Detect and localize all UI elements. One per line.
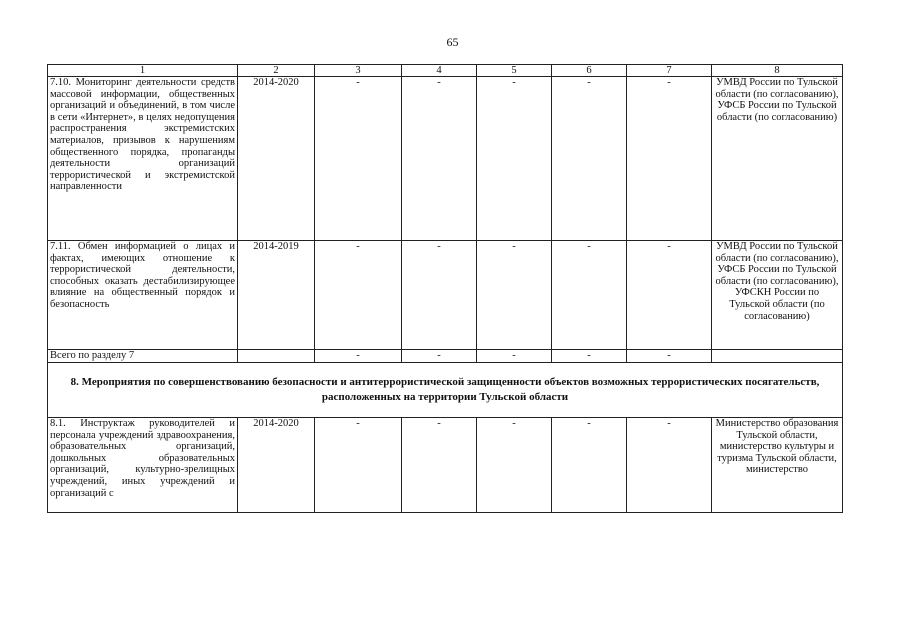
total-cell: - (552, 350, 627, 363)
executors-cell (712, 350, 843, 363)
executors-cell: УМВД России по Тульской области (по согласованию), УФСБ России по Тульской области (по согласованию), УФСКН России по Тульской области (по согласованию) (712, 241, 843, 350)
funding-cell: - (552, 241, 627, 350)
page-number: 65 (446, 35, 459, 49)
total-cell: - (477, 350, 552, 363)
funding-cell: - (477, 418, 552, 513)
executors-cell: УМВД России по Тульской области (по согласованию), УФСБ России по Тульской области (по согласованию) (712, 77, 843, 241)
funding-cell: - (315, 241, 402, 350)
funding-cell: - (315, 77, 402, 241)
funding-cell: - (627, 418, 712, 513)
column-header: 6 (552, 65, 627, 77)
funding-cell: - (402, 418, 477, 513)
section-heading-row (48, 363, 843, 418)
column-header: 7 (627, 65, 712, 77)
column-header: 1 (48, 65, 238, 77)
total-cell: - (627, 350, 712, 363)
period-cell: 2014-2020 (238, 418, 315, 513)
table-row (48, 77, 843, 241)
measures-table (47, 64, 843, 513)
column-header: 8 (712, 65, 843, 77)
section-total-row (48, 350, 843, 363)
funding-cell: - (477, 77, 552, 241)
funding-cell: - (477, 241, 552, 350)
total-label: Всего по разделу 7 (48, 350, 238, 363)
column-number-row (48, 65, 843, 77)
table-row (48, 418, 843, 513)
funding-cell: - (627, 241, 712, 350)
activity-cell: 7.10. Мониторинг деятельности средств массовой информации, общественных организаций и объединений, в том числе в сети «Интернет», в целях недопущения распространения экстремистских материалов, призывов к нарушениям общественного порядка, пропаганды деятельности организаций террористической и экстремистской направленности (48, 77, 238, 241)
activity-cell: 7.11. Обмен информацией о лицах и фактах, имеющих отношение к террористической деятельности, способных оказать дестабилизирующее влияние на общественный порядок и безопасность (48, 241, 238, 350)
column-header: 2 (238, 65, 315, 77)
funding-cell: - (552, 77, 627, 241)
total-cell: - (315, 350, 402, 363)
table-row (48, 241, 843, 350)
funding-cell: - (402, 241, 477, 350)
funding-cell: - (315, 418, 402, 513)
executors-cell: Министерство образования Тульской области, министерство культуры и туризма Тульской области, министерство (712, 418, 843, 513)
period-cell (238, 350, 315, 363)
column-header: 3 (315, 65, 402, 77)
funding-cell: - (552, 418, 627, 513)
funding-cell: - (627, 77, 712, 241)
section-title: 8. Мероприятия по совершенствованию безопасности и антитеррористической защищенности объектов возможных террористических посягательств, расположенных на территории Тульской области (48, 363, 843, 418)
column-header: 5 (477, 65, 552, 77)
total-cell: - (402, 350, 477, 363)
period-cell: 2014-2019 (238, 241, 315, 350)
activity-cell: 8.1. Инструктаж руководителей и персонала учреждений здравоохранения, образовательных организаций, дошкольных образовательных организаций, культурно-зрелищных учреждений, иных учреждений и организаций с (48, 418, 238, 513)
period-cell: 2014-2020 (238, 77, 315, 241)
column-header: 4 (402, 65, 477, 77)
funding-cell: - (402, 77, 477, 241)
